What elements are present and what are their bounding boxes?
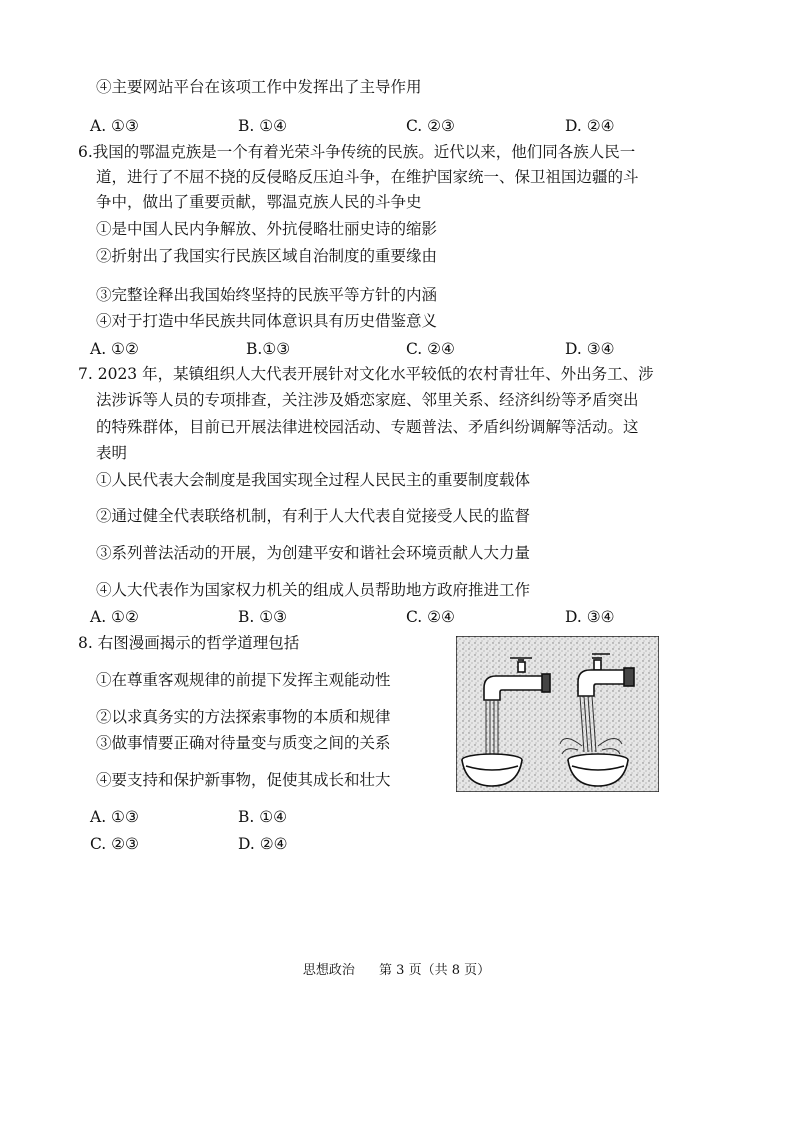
q6-stem-line-2: 道，进行了不屈不挠的反侵略反压迫斗争，在维护国家统一、保卫祖国边疆的斗 xyxy=(96,168,639,186)
page-footer xyxy=(0,962,793,980)
q8-stem: 8. 右图漫画揭示的哲学道理包括 xyxy=(78,634,300,652)
q5-statement-4: ④主要网站平台在该项工作中发挥出了主导作用 xyxy=(96,78,422,96)
q7-option-a: A. ①② xyxy=(90,608,139,626)
q6-option-c: C. ②④ xyxy=(406,340,455,358)
q8-option-b: B. ①④ xyxy=(238,808,288,826)
q8-statement-2: ②以求真务实的方法探索事物的本质和规律 xyxy=(96,708,391,726)
faucet-cartoon-image xyxy=(456,636,659,792)
q7-option-c: C. ②④ xyxy=(406,608,455,626)
q6-statement-2: ②折射出了我国实行民族区域自治制度的重要缘由 xyxy=(96,247,438,265)
q5-option-a: A. ①③ xyxy=(90,117,139,135)
q6-option-a: A. ①② xyxy=(90,340,139,358)
footer-page-number: 第 3 页（共 8 页） xyxy=(379,963,491,978)
q8-statement-3: ③做事情要正确对待量变与质变之间的关系 xyxy=(96,734,391,752)
q7-option-d: D. ③④ xyxy=(565,608,615,626)
q7-stem-line-4: 表明 xyxy=(96,444,128,462)
q7-statement-1: ①人民代表大会制度是我国实现全过程人民民主的重要制度载体 xyxy=(96,471,531,489)
q5-option-d: D. ②④ xyxy=(565,117,615,135)
q7-stem-line-3: 的特殊群体，目前已开展法律进校园活动、专题普法、矛盾纠纷调解等活动。这 xyxy=(96,418,639,436)
q8-option-d: D. ②④ xyxy=(238,835,288,853)
q7-statement-3: ③系列普法活动的开展，为创建平安和谐社会环境贡献人大力量 xyxy=(96,544,531,562)
q6-option-b: B.①③ xyxy=(246,340,291,358)
q8-statement-1: ①在尊重客观规律的前提下发挥主观能动性 xyxy=(96,671,391,689)
q6-statement-1: ①是中国人民内争解放、外抗侵略壮丽史诗的缩影 xyxy=(96,220,438,238)
q6-statement-3: ③完整诠释出我国始终坚持的民族平等方针的内涵 xyxy=(96,286,438,304)
q8-option-a: A. ①③ xyxy=(90,808,139,826)
q7-statement-2: ②通过健全代表联络机制，有利于人大代表自觉接受人民的监督 xyxy=(96,507,531,525)
q5-option-b: B. ①④ xyxy=(238,117,288,135)
q7-stem-line-1: 7. 2023 年，某镇组织人大代表开展针对文化水平较低的农村青壮年、外出务工、涉 xyxy=(78,365,654,383)
q6-stem-line-1: 6.我国的鄂温克族是一个有着光荣斗争传统的民族。近代以来，他们同各族人民一 xyxy=(78,143,636,161)
q6-stem-line-3: 争中，做出了重要贡献，鄂温克族人民的斗争史 xyxy=(96,193,422,211)
q5-option-c: C. ②③ xyxy=(406,117,455,135)
q8-statement-4: ④要支持和保护新事物，促使其成长和壮大 xyxy=(96,771,391,789)
q6-statement-4: ④对于打造中华民族共同体意识具有历史借鉴意义 xyxy=(96,312,438,330)
footer-subject: 思想政治 xyxy=(302,963,355,978)
q7-stem-line-2: 法涉诉等人员的专项排查，关注涉及婚恋家庭、邻里关系、经济纠纷等矛盾突出 xyxy=(96,391,639,409)
q6-option-d: D. ③④ xyxy=(565,340,615,358)
q8-option-c: C. ②③ xyxy=(90,835,139,853)
q7-option-b: B. ①③ xyxy=(238,608,288,626)
q7-statement-4: ④人大代表作为国家权力机关的组成人员帮助地方政府推进工作 xyxy=(96,581,531,599)
